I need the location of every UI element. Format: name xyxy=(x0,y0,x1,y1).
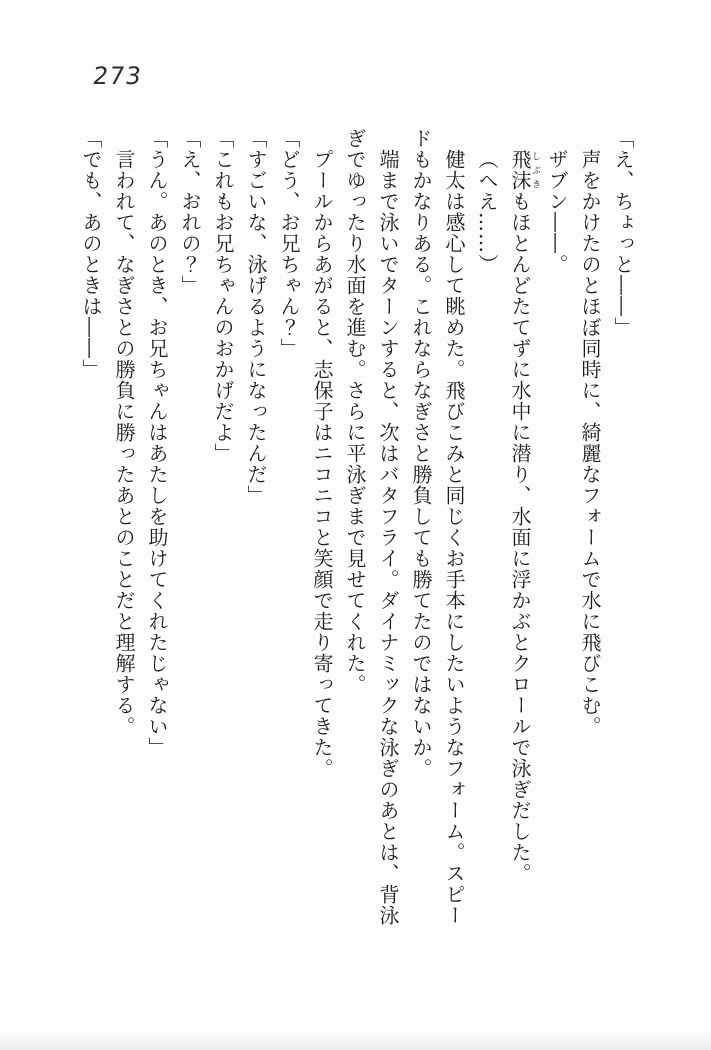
text-column-6: 健太は感心して眺めた。飛びこみと同じくお手本にしたいようなフォーム。スピー xyxy=(442,149,466,926)
text-column-8: 端まで泳いでターンすると、次はバタフライ。ダイナミックな泳ぎのあとは、背泳 xyxy=(376,149,400,926)
text-column-7: ドもかなりある。これならなぎさと勝負しても勝てたのではないか。 xyxy=(409,128,433,779)
text-column-5: （へえ……） xyxy=(475,149,499,275)
page-number: 273 xyxy=(91,62,144,90)
ruby-annotated-word: 飛沫しぶき xyxy=(508,149,540,191)
text-column-1: 「え、ちょっと――」 xyxy=(611,128,635,338)
text-column-15: 「うん。あのとき、お兄ちゃんはあたしを助けてくれたじゃない」 xyxy=(145,128,169,758)
text-column-10: プールからあがると、志保子はニコニコと笑顔で走り寄ってきた。 xyxy=(310,149,334,779)
text-column-13: 「これもお兄ちゃんのおかげだよ」 xyxy=(211,128,235,464)
text-column-11: 「どう、お兄ちゃん？」 xyxy=(277,128,301,359)
text-column-14: 「え、おれの？」 xyxy=(178,128,202,296)
text-column-12: 「すごいな、泳げるようになったんだ」 xyxy=(244,128,268,506)
text-column-2: 声をかけたのとほぼ同時に、綺麗なフォームで水に飛びこむ。 xyxy=(578,149,602,737)
text-column-17: 「でも、あのときは――」 xyxy=(79,128,103,380)
vertical-text-block xyxy=(76,128,639,988)
text-column-4: 飛沫しぶきもほとんどたてずに水中に潜り、水面に浮かぶとクロールで泳ぎだした。 xyxy=(508,149,540,884)
text-column-3: ザブン――。 xyxy=(545,149,569,275)
text-column-16: 言われて、なぎさとの勝負に勝ったあとのことだと理解する。 xyxy=(112,149,136,737)
text-column-9: ぎでゆったり水面を進む。さらに平泳ぎまで見せてくれた。 xyxy=(343,128,367,695)
